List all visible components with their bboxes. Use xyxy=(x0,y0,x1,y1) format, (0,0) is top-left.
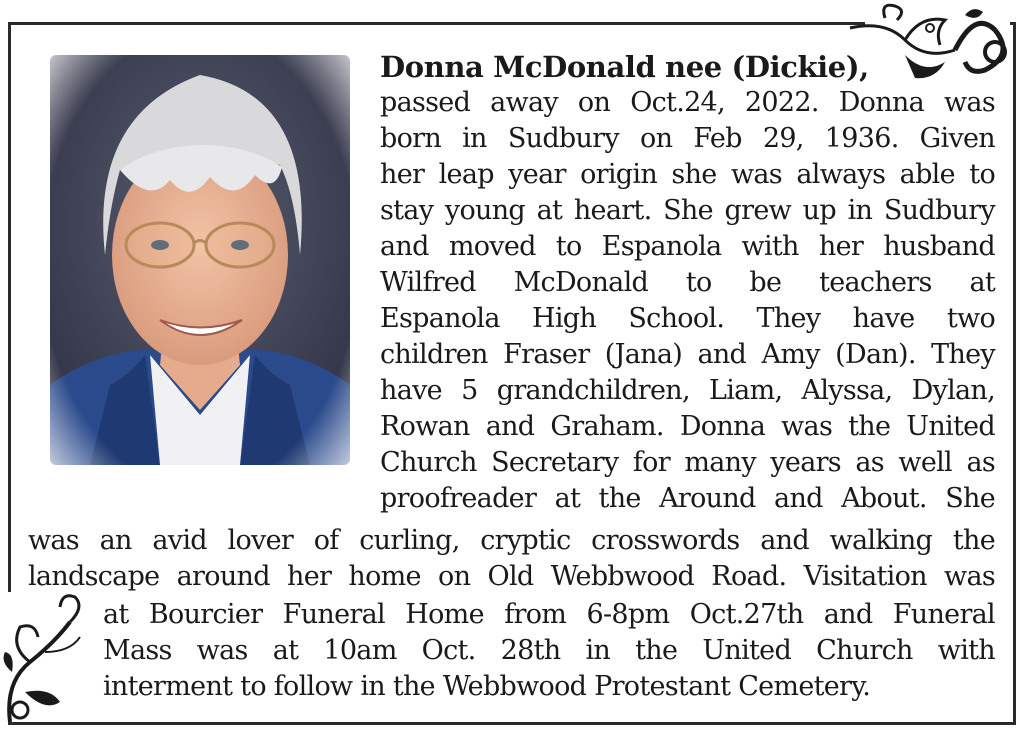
text-line: passed away on Oct.24, 2022. Donna was xyxy=(380,87,995,118)
text-line: at Bourcier Funeral Home from 6-8pm Oct.27th and Funeral xyxy=(103,599,995,630)
text-line: children Fraser (Jana) and Amy (Dan). They xyxy=(380,339,995,370)
text-line: Mass was at 10am Oct. 28th in the United Church with xyxy=(103,635,995,666)
text-line: was an avid lover of curling, cryptic crosswords and walking the xyxy=(28,525,995,556)
text-line: Rowan and Graham. Donna was the United xyxy=(380,411,995,442)
text-line: and moved to Espanola with her husband xyxy=(380,231,995,262)
text-line: interment to follow in the Webbwood Protestant Cemetery. xyxy=(103,671,871,702)
text-line: Espanola High School. They have two xyxy=(380,303,995,334)
flourish-ornament-icon xyxy=(845,0,1020,85)
text-line: born in Sudbury on Feb 29, 1936. Given xyxy=(380,123,995,154)
deceased-name: Donna McDonald nee (Dickie), xyxy=(380,50,869,84)
text-line: landscape around her home on Old Webbwood Road. Visitation was xyxy=(28,561,995,592)
text-line: Wilfred McDonald to be teachers at xyxy=(380,267,995,298)
text-line: proofreader at the Around and About. She xyxy=(380,483,995,514)
text-line: stay young at heart. She grew up in Sudbury xyxy=(380,195,995,226)
text-line: have 5 grandchildren, Liam, Alyssa, Dylan, xyxy=(380,375,995,406)
text-line: Church Secretary for many years as well as xyxy=(380,447,995,478)
portrait-photo xyxy=(50,55,350,465)
flourish-ornament-icon xyxy=(0,592,100,731)
text-line: her leap year origin she was always able to xyxy=(380,159,995,190)
